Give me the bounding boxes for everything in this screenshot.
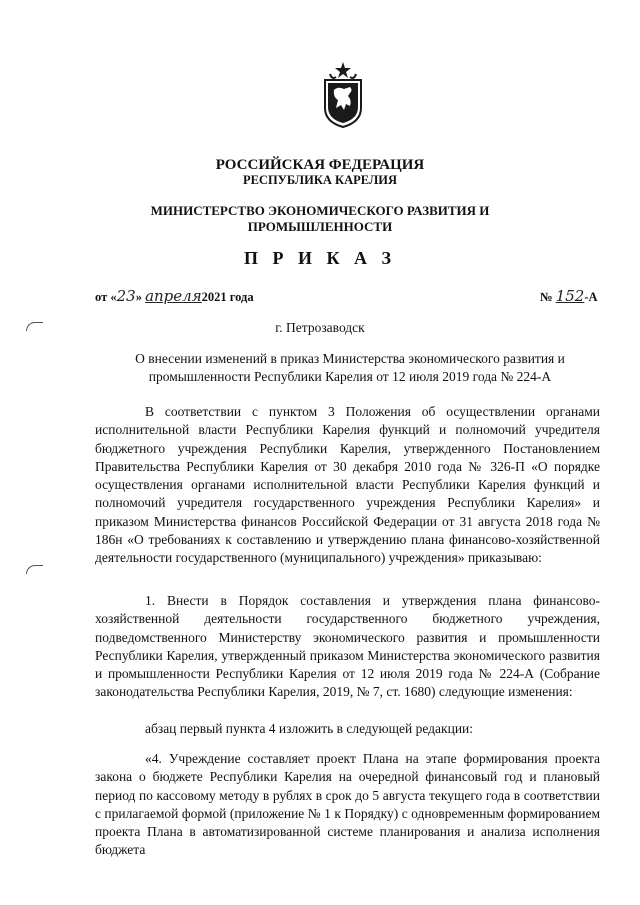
date-mid: » [135, 290, 146, 304]
date-prefix: от « [95, 290, 117, 304]
margin-mark [26, 565, 43, 574]
date-month-handwritten: апреля [145, 287, 202, 305]
republic-heading: РЕСПУБЛИКА КАРЕЛИЯ [242, 173, 398, 187]
karelia-coat-of-arms-icon [322, 60, 364, 128]
date-day-handwritten: 23 [116, 287, 136, 305]
order-number-line [540, 287, 598, 305]
amendment-text-paragraph: «4. Учреждение составляет проект Плана на этапе формирования проекта закона о бюджете Республики Карелия на очередной финансовый год и плановый период по кассовому методу в рублях в срок до 5 августа текущего года в соответствии с прилагаемой формой (приложение № 1 к Порядку) с одновременным формированием проекта Плана в автоматизированной системе планирования и анализа исполнения бюджета [95, 751, 600, 858]
order-subject: О внесении изменений в приказ Министерства экономического развития и промышленности Республики Карелия от 12 июля 2019 года № 224-А [135, 351, 565, 384]
margin-mark [26, 322, 43, 331]
ministry-heading: МИНИСТЕРСТВО ЭКОНОМИЧЕСКОГО РАЗВИТИЯ И ПРОМЫШЛЕННОСТИ [150, 203, 490, 234]
item-1-paragraph: 1. Внести в Порядок составления и утверждения плана финансово-хозяйственной деятельности государственного бюджетного учреждения, подведомственного Министерству экономического развития и промышленности Республики Карелия, утвержденный приказом Министерства экономического развития и промышленности Республики Карелия от 12 июля 2019 года № 224-А (Собрание законодательства Республики Карелия, 2019, № 7, ст. 1680) следующие изменения: [95, 593, 600, 700]
amendment-intro-paragraph: абзац первый пункта 4 изложить в следующей редакции: [145, 721, 474, 736]
preamble-paragraph: В соответствии с пунктом 3 Положения об осуществлении органами исполнительной власти Республики Карелия функций и полномочий учредителя бюджетного учреждения Республики Карелия, утвержденного Постановлением Правительства Республики Карелия от 30 декабря 2010 года № 326-П «О порядке осуществления органами исполнительной власти Республики Карелия функций и полномочий учредителя государственного учреждения Республики Карелия» и приказом Министерства финансов Российской Федерации от 31 августа 2018 года № 186н «О требованиях к составлению и утверждению плана финансово-хозяйственной деятельности государственного (муниципального) учреждения» приказываю: [95, 404, 600, 566]
date-line [95, 287, 254, 305]
number-prefix: № [540, 290, 556, 304]
country-heading: РОССИЙСКАЯ ФЕДЕРАЦИЯ [215, 157, 425, 173]
date-year: 2021 года [201, 290, 254, 304]
document-type-title: П Р И К А З [243, 248, 397, 268]
city-line: г. Петрозаводск [275, 320, 365, 335]
order-number-handwritten: 152 [555, 287, 585, 305]
number-suffix: -А [584, 290, 598, 304]
